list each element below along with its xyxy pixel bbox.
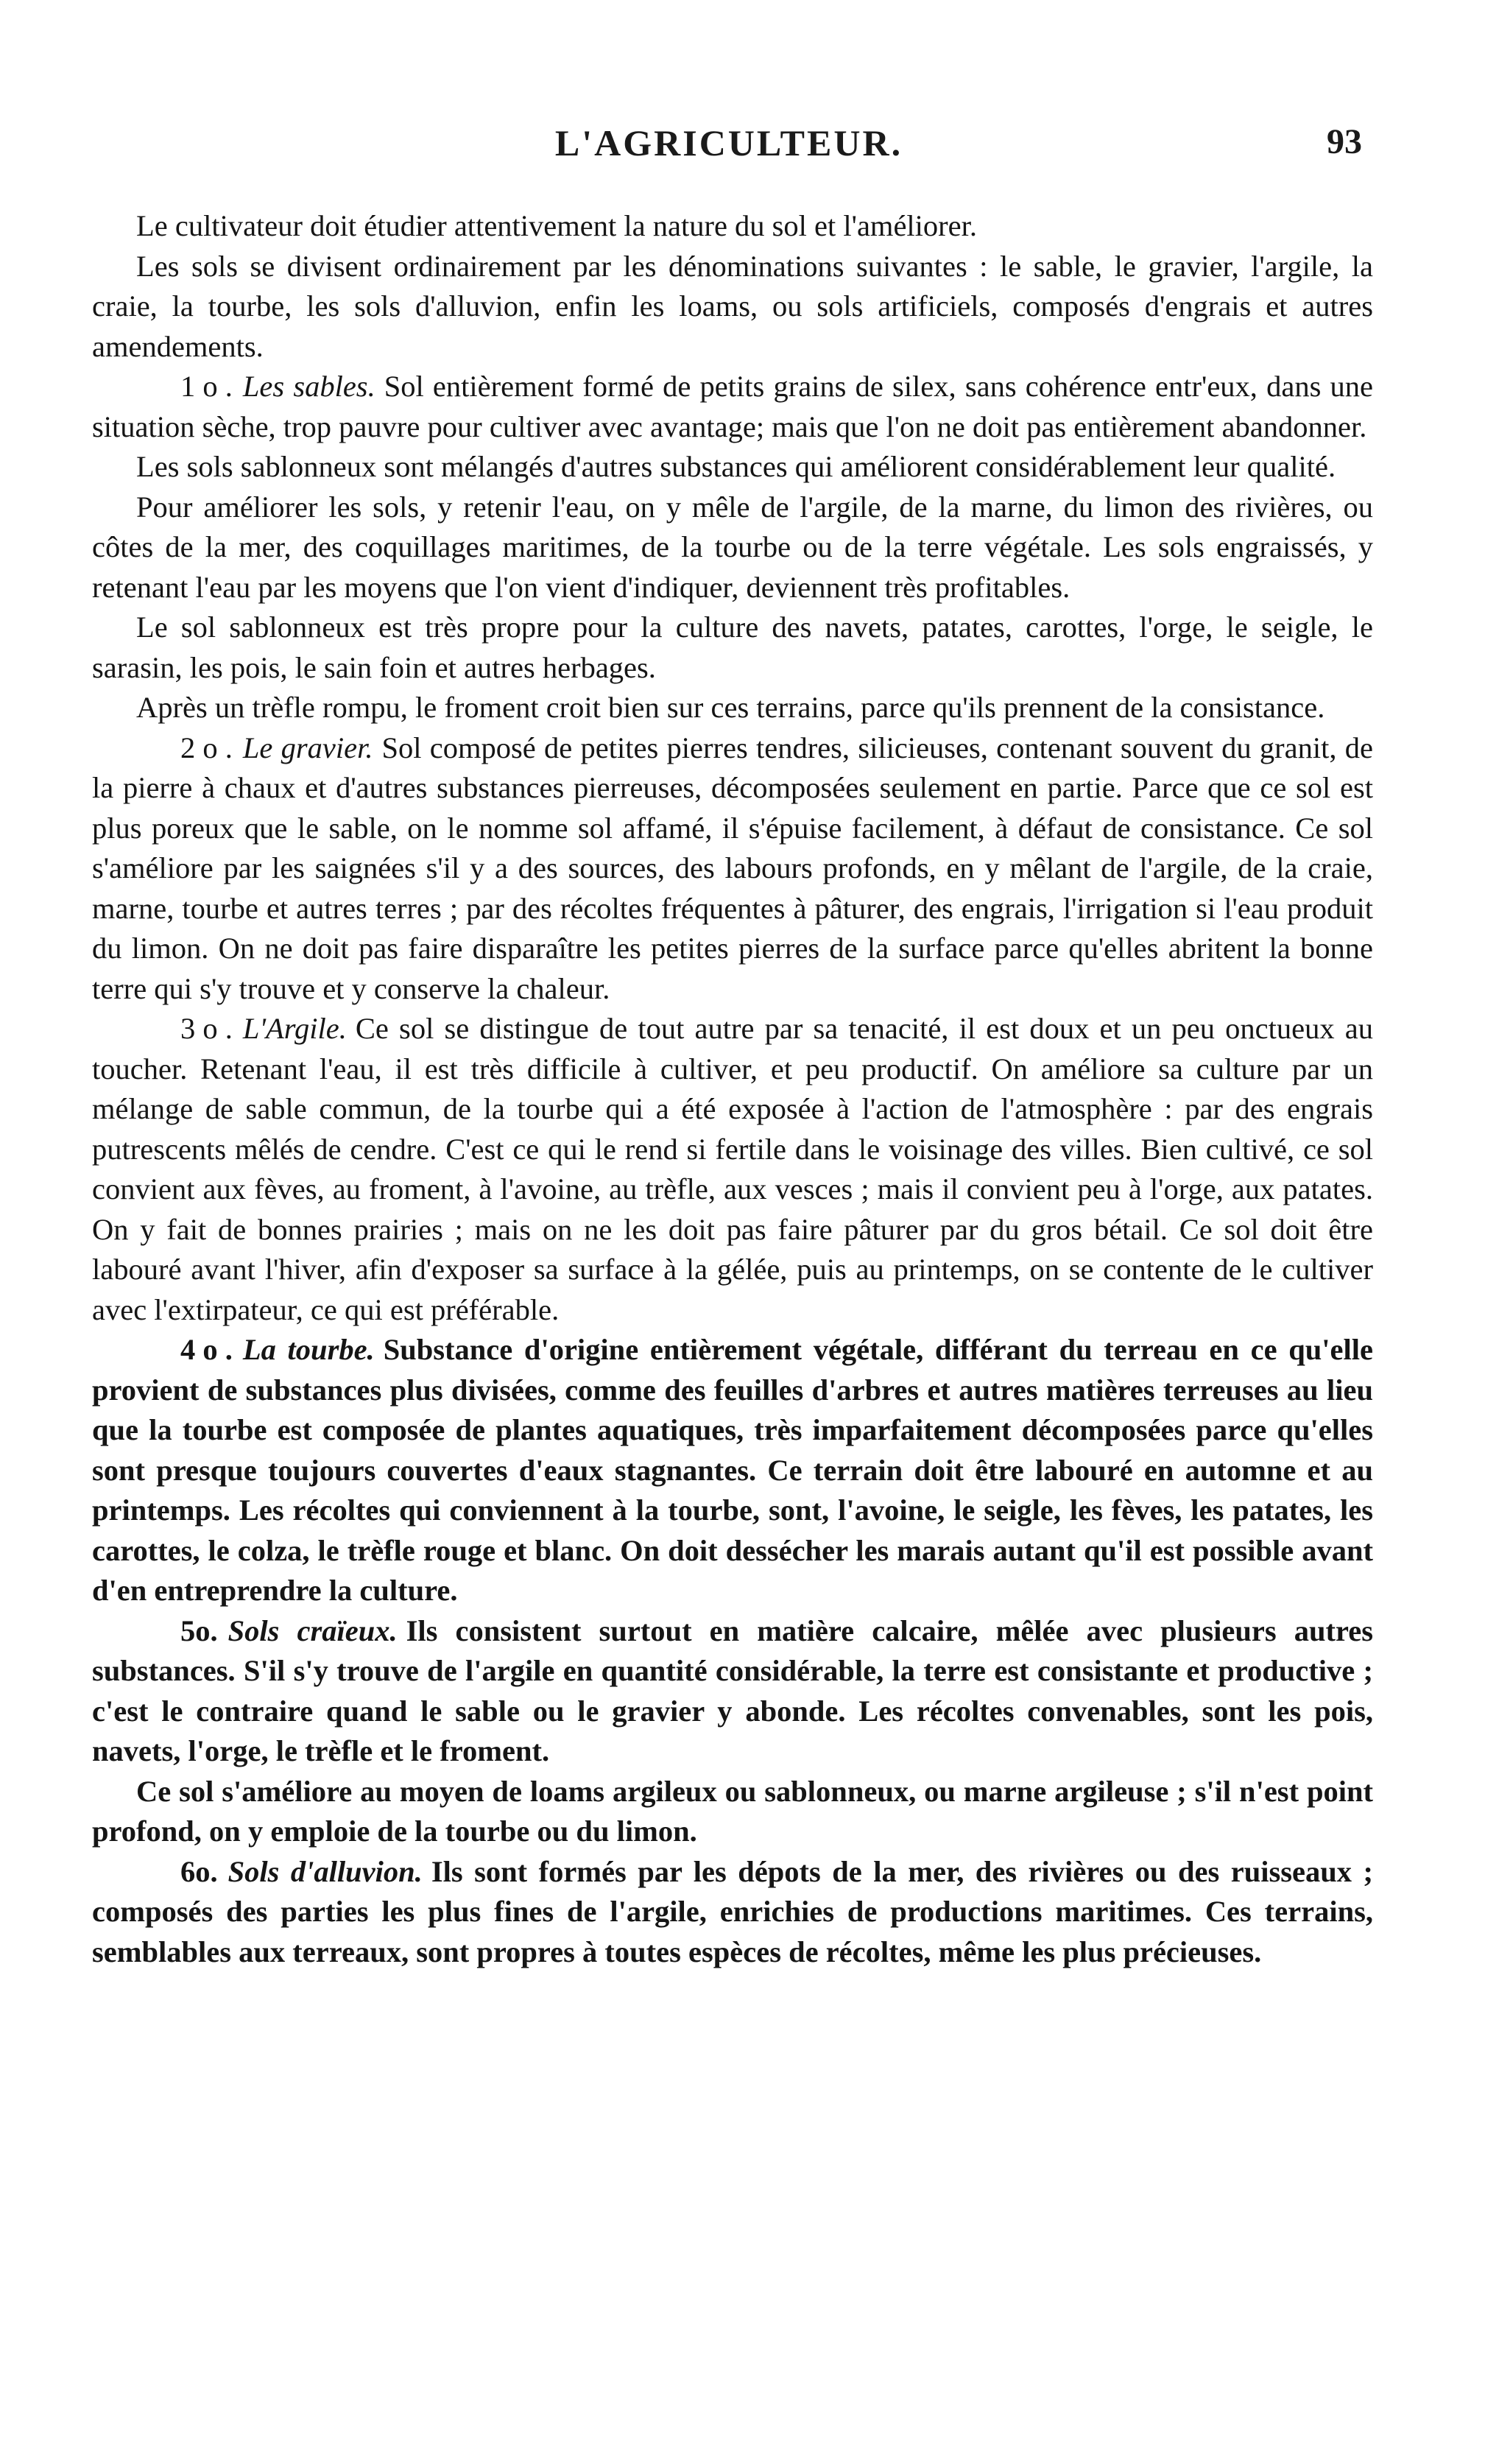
paragraph-text: Substance d'origine entièrement végétale, différant du terreau en ce qu'elle provient de substances plus divisées, comme des feuilles d'arbres et autres matières terreuses au lieu que la tourbe est composée de plantes aquatiques, très imparfaitement décomposées parce qu'elles sont presque toujours couvertes d'eaux stagnantes. Ce terrain doit être labouré en automne et au printemps. Les récoltes qui conviennent à la tourbe, sont, l'avoine, le seigle, les fèves, les patates, les carottes, le colza, le trèfle rouge et blanc. On doit dessécher les marais autant qu'il est possible avant d'en entreprendre la culture.	[92, 1333, 1373, 1607]
section-heading: Sols d'alluvion.	[227, 1854, 423, 1888]
section-heading: L'Argile.	[242, 1012, 347, 1045]
section-heading: Les sables.	[242, 370, 375, 403]
paragraph-la-tourbe	[92, 1330, 1373, 1611]
paragraph-text: Ce sol s'améliore au moyen de loams argileux ou sablonneux, ou marne argileuse ; s'il n'est point profond, on y emploie de la tourbe ou du limon.	[92, 1774, 1373, 1848]
paragraph	[92, 206, 1373, 247]
paragraph-les-sables	[92, 367, 1373, 447]
section-heading: Sols craïeux.	[227, 1613, 398, 1647]
section-number: 5o.	[180, 1613, 218, 1647]
paragraph-text: Les sols sablonneux sont mélangés d'autres substances qui améliorent considérablement leur qualité.	[136, 450, 1336, 483]
page-header	[96, 122, 1362, 173]
paragraph-text: Ce sol se distingue de tout autre par sa tenacité, il est doux et un peu onctueux au toucher. Retenant l'eau, il est très difficile à cultiver, et peu productif. On améliore sa culture par un mélange de sable commun, de la tourbe qui a été exposée à l'action de l'atmosphère : par des engrais putrescents mêlés de cendre. C'est ce qui le rend si fertile dans le voisinage des villes. Bien cultivé, ce sol convient aux fèves, au froment, à l'avoine, au trèfle, aux vesces ; mais il convient peu à l'orge, aux patates. On y fait de bonnes prairies ; mais on ne les doit pas faire pâturer par du gros bétail. Ce sol doit être labouré avant l'hiver, afin d'exposer sa surface à la gélée, puis au printemps, on se contente de le cultiver avec l'extirpateur, ce qui est préférable.	[92, 1012, 1373, 1326]
paragraph	[92, 447, 1373, 487]
section-heading: Le gravier.	[242, 731, 373, 764]
section-number: 4 o .	[180, 1333, 233, 1366]
paragraph-sols-craieux	[92, 1611, 1373, 1772]
paragraph-le-gravier	[92, 728, 1373, 1010]
section-number: 2 o .	[180, 731, 233, 764]
running-title: L'AGRICULTEUR.	[554, 122, 903, 163]
paragraph	[92, 688, 1373, 728]
paragraph-text: Pour améliorer les sols, y retenir l'eau, on y mêle de l'argile, de la marne, du limon des rivières, ou côtes de la mer, des coquillages maritimes, de la tourbe ou de la terre végétale. Les sols engraissés, y retenant l'eau par les moyens que l'on vient d'indiquer, deviennent très profitables.	[92, 490, 1373, 604]
section-number: 3 o .	[180, 1012, 233, 1045]
paragraph-text: Les sols se divisent ordinairement par les dénominations suivantes : le sable, le gravier, l'argile, la craie, la tourbe, les sols d'alluvion, enfin les loams, ou sols artificiels, composés d'engrais et autres amendements.	[92, 249, 1373, 363]
page-number: 93	[1327, 122, 1362, 161]
paragraph-text: Sol composé de petites pierres tendres, silicieuses, contenant souvent du granit, de la pierre à chaux et d'autres substances pierreuses, décomposées seulement en partie. Parce que ce sol est plus poreux que le sable, on le nomme sol affamé, il s'épuise facilement, à défaut de consistance. Ce sol s'améliore par les saignées s'il y a des sources, des labours profonds, en y mêlant de l'argile, de la craie, marne, tourbe et autres terres ; par des récoltes fréquentes à pâturer, des engrais, l'irrigation si l'eau produit du limon. On ne doit pas faire disparaître les petites pierres de la surface parce qu'elles abritent la bonne terre qui s'y trouve et y conserve la chaleur.	[92, 731, 1373, 1005]
paragraph-text: Après un trèfle rompu, le froment croit bien sur ces terrains, parce qu'ils prennent de la consistance.	[136, 691, 1325, 724]
paragraph-text: Le cultivateur doit étudier attentivement la nature du sol et l'améliorer.	[136, 209, 978, 242]
paragraph	[92, 487, 1373, 608]
paragraph-text: Ils sont formés par les dépots de la mer, des rivières ou des ruisseaux ; composés des parties les plus fines de l'argile, enrichies de productions maritimes. Ces terrains, semblables aux terreaux, sont propres à toutes espèces de récoltes, même les plus précieuses.	[92, 1854, 1373, 1968]
paragraph	[92, 608, 1373, 688]
body-text	[92, 206, 1373, 1972]
section-number: 6o.	[180, 1854, 218, 1888]
paragraph-sols-d-alluvion	[92, 1852, 1373, 1973]
paragraph-text: Sol entièrement formé de petits grains de silex, sans cohérence entr'eux, dans une situation sèche, trop pauvre pour cultiver avec avantage; mais que l'on ne doit pas entièrement abandonner.	[92, 370, 1373, 443]
paragraph-text: Le sol sablonneux est très propre pour la culture des navets, patates, carottes, l'orge, le seigle, le sarasin, les pois, le sain foin et autres herbages.	[92, 610, 1373, 684]
paragraph	[92, 247, 1373, 367]
paragraph	[92, 1772, 1373, 1852]
paragraph-text: Ils consistent surtout en matière calcaire, mêlée avec plusieurs autres substances. S'il s'y trouve de l'argile en quantité considérable, la terre est consistante et productive ; c'est le contraire quand le sable ou le gravier y abonde. Les récoltes convenables, sont les pois, navets, l'orge, le trèfle et le froment.	[92, 1613, 1373, 1767]
section-number: 1 o .	[180, 370, 233, 403]
paragraph-l-argile	[92, 1009, 1373, 1330]
section-heading: La tourbe.	[242, 1333, 375, 1366]
